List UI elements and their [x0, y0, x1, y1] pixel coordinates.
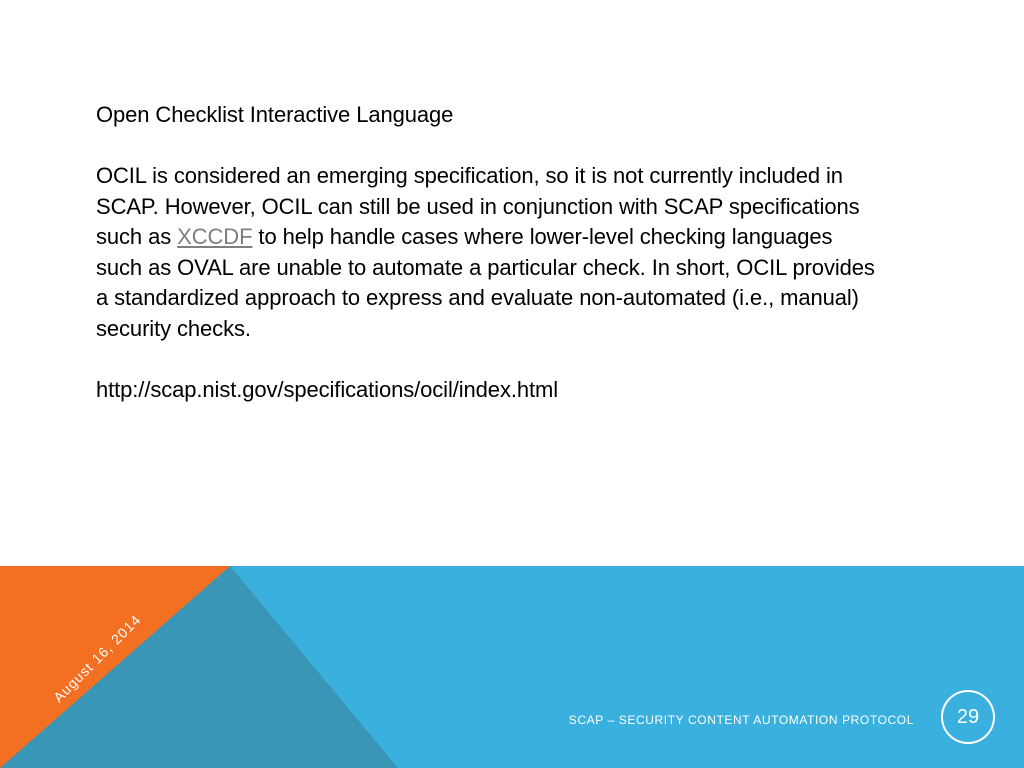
paragraph-text-start: OCIL is considered an emerging specification, so it is not currently included in SCAP. However, OCIL can still be used in conjunction with SCAP specifications such as: [96, 163, 860, 249]
spec-url: http://scap.nist.gov/specifications/ocil/index.html: [96, 376, 559, 402]
slide-body: [96, 100, 876, 405]
xccdf-link[interactable]: XCCDF: [177, 224, 253, 249]
slide-heading: Open Checklist Interactive Language: [96, 102, 454, 127]
footer-title: SCAP – SECURITY CONTENT AUTOMATION PROTOCOL: [568, 713, 914, 727]
page-number: 29: [941, 690, 995, 744]
slide-paragraph: [96, 161, 876, 344]
paragraph-text-end: to help handle cases where lower-level checking languages such as OVAL are unable to automate a particular check. In short, OCIL provides a standardized approach to express and evaluate non-automated (i.e., manual) security checks.: [96, 224, 875, 341]
slide-date: August 16, 2014: [50, 611, 145, 706]
